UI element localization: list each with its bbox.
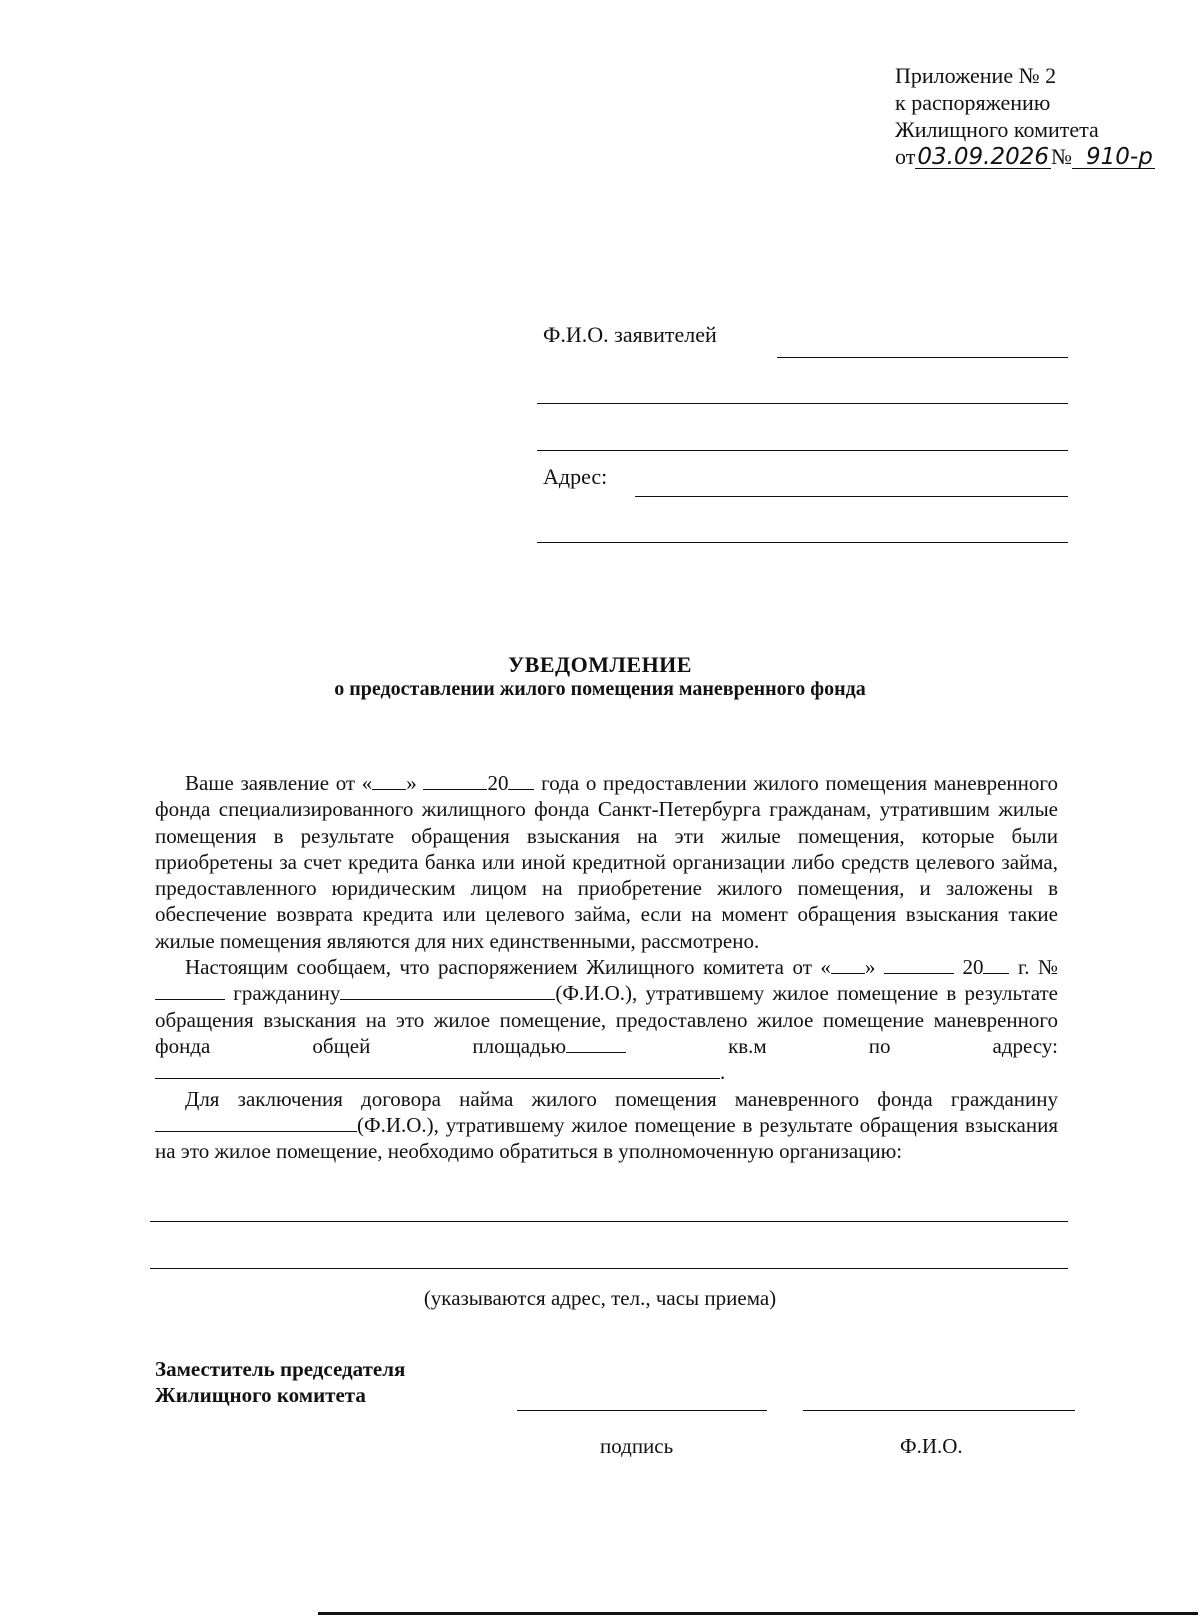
p1-text-a: Ваше заявление от « [185,771,373,795]
bottom-edge-line [318,1612,1198,1615]
p3-citizen-blank [155,1114,357,1132]
p2-text-h: . [720,1060,726,1085]
applicant-fio-line-2 [537,403,1068,404]
signer-position-line-2: Жилищного комитета [155,1383,366,1407]
signer-block [155,1356,405,1408]
appendix-line-3: Жилищного комитета [895,117,1099,142]
signature-line [517,1410,767,1411]
p3-text-a: Для заключения договора найма жилого помещения маневренного фонда гражданину [185,1086,1058,1111]
p1-day-blank [372,772,406,790]
applicant-fio-line-1 [777,357,1068,358]
applicant-fio-line-3 [537,450,1068,451]
notice-title: УВЕДОМЛЕНИЕ [508,652,692,677]
notice-body [155,770,1058,1164]
applicant-fio-label: Ф.И.О. заявителей [543,322,717,347]
organization-line-1 [150,1221,1068,1222]
p2-year-blank [983,956,1009,974]
p2-text-e: гражданину [233,981,341,1006]
p2-area-blank [566,1035,626,1053]
p2-text-g: кв.м по адресу: [728,1033,1058,1058]
appendix-number-prefix: № [1051,144,1073,169]
body-paragraph-1 [155,770,1058,954]
p1-text-b: » [406,771,417,795]
body-paragraph-3 [155,1086,1058,1165]
p2-day-blank [831,956,865,974]
signer-position-line-1: Заместитель председателя [155,1357,406,1381]
applicant-address-label: Адрес: [543,464,608,489]
appendix-date-handwritten: 03.09.2026 [917,144,1050,170]
p1-year-blank [508,772,534,790]
p2-number-blank [155,982,225,1000]
p3-text-b: (Ф.И.О.), утратившему жилое помещение в результате обращения взыскания на это жилое помещение, необходимо обратиться в уполномоченную организацию: [155,1112,1058,1164]
p2-address-blank [155,1061,720,1079]
body-paragraph-2 [155,954,1058,1085]
appendix-date-row [895,143,1155,170]
signer-fio-line [803,1410,1075,1411]
appendix-number-handwritten: 910-р [1072,146,1155,169]
appendix-block [895,62,1155,170]
organization-line-2 [150,1268,1068,1269]
applicant-address-line-1 [635,496,1068,497]
organization-hint: (указываются адрес, тел., часы приема) [423,1286,777,1310]
p1-text-d: года о предоставлении жилого помещения маневренного фонда специализированного жилищного фонда Санкт-Петербурга гражданам, утратившим жилые помещения в результате обращения взыскания на эти жилые помещения, которые были приобретены за счет кредита банка или иной кредитной организации либо средств целевого займа, предоставленного юридическим лицом на приобретение жилого помещения, и заложены в обеспечение возврата кредита или целевого займа, если на момент обращения взыскания такие жилые помещения являются для них единственными, рассмотрено. [155,771,1059,953]
p2-text-d: г. № [1017,955,1059,980]
p2-citizen-blank [340,982,555,1000]
p1-month-blank [423,772,487,790]
p2-text-f: (Ф.И.О.), утратившему жилое помещение в результате обращения взыскания на это жилое помещение, предоставлено жилое помещение маневренного фонда общей площадью [155,981,1059,1058]
notice-subtitle: о предоставлении жилого помещения маневренного фонда [334,678,866,700]
p1-text-c: 20 [487,771,509,795]
appendix-line-2: к распоряжению [895,90,1051,115]
signer-fio-caption: Ф.И.О. [900,1434,963,1458]
p2-text-c: 20 [962,955,984,980]
p2-month-blank [884,956,954,974]
applicant-address-line-2 [537,542,1068,543]
signature-caption: подпись [600,1434,674,1458]
appendix-date-prefix: от [895,144,916,169]
appendix-line-1: Приложение № 2 [895,63,1057,88]
p2-text-b: » [864,955,876,980]
p2-text-a: Настоящим сообщаем, что распоряжением Жилищного комитета от « [185,955,831,980]
